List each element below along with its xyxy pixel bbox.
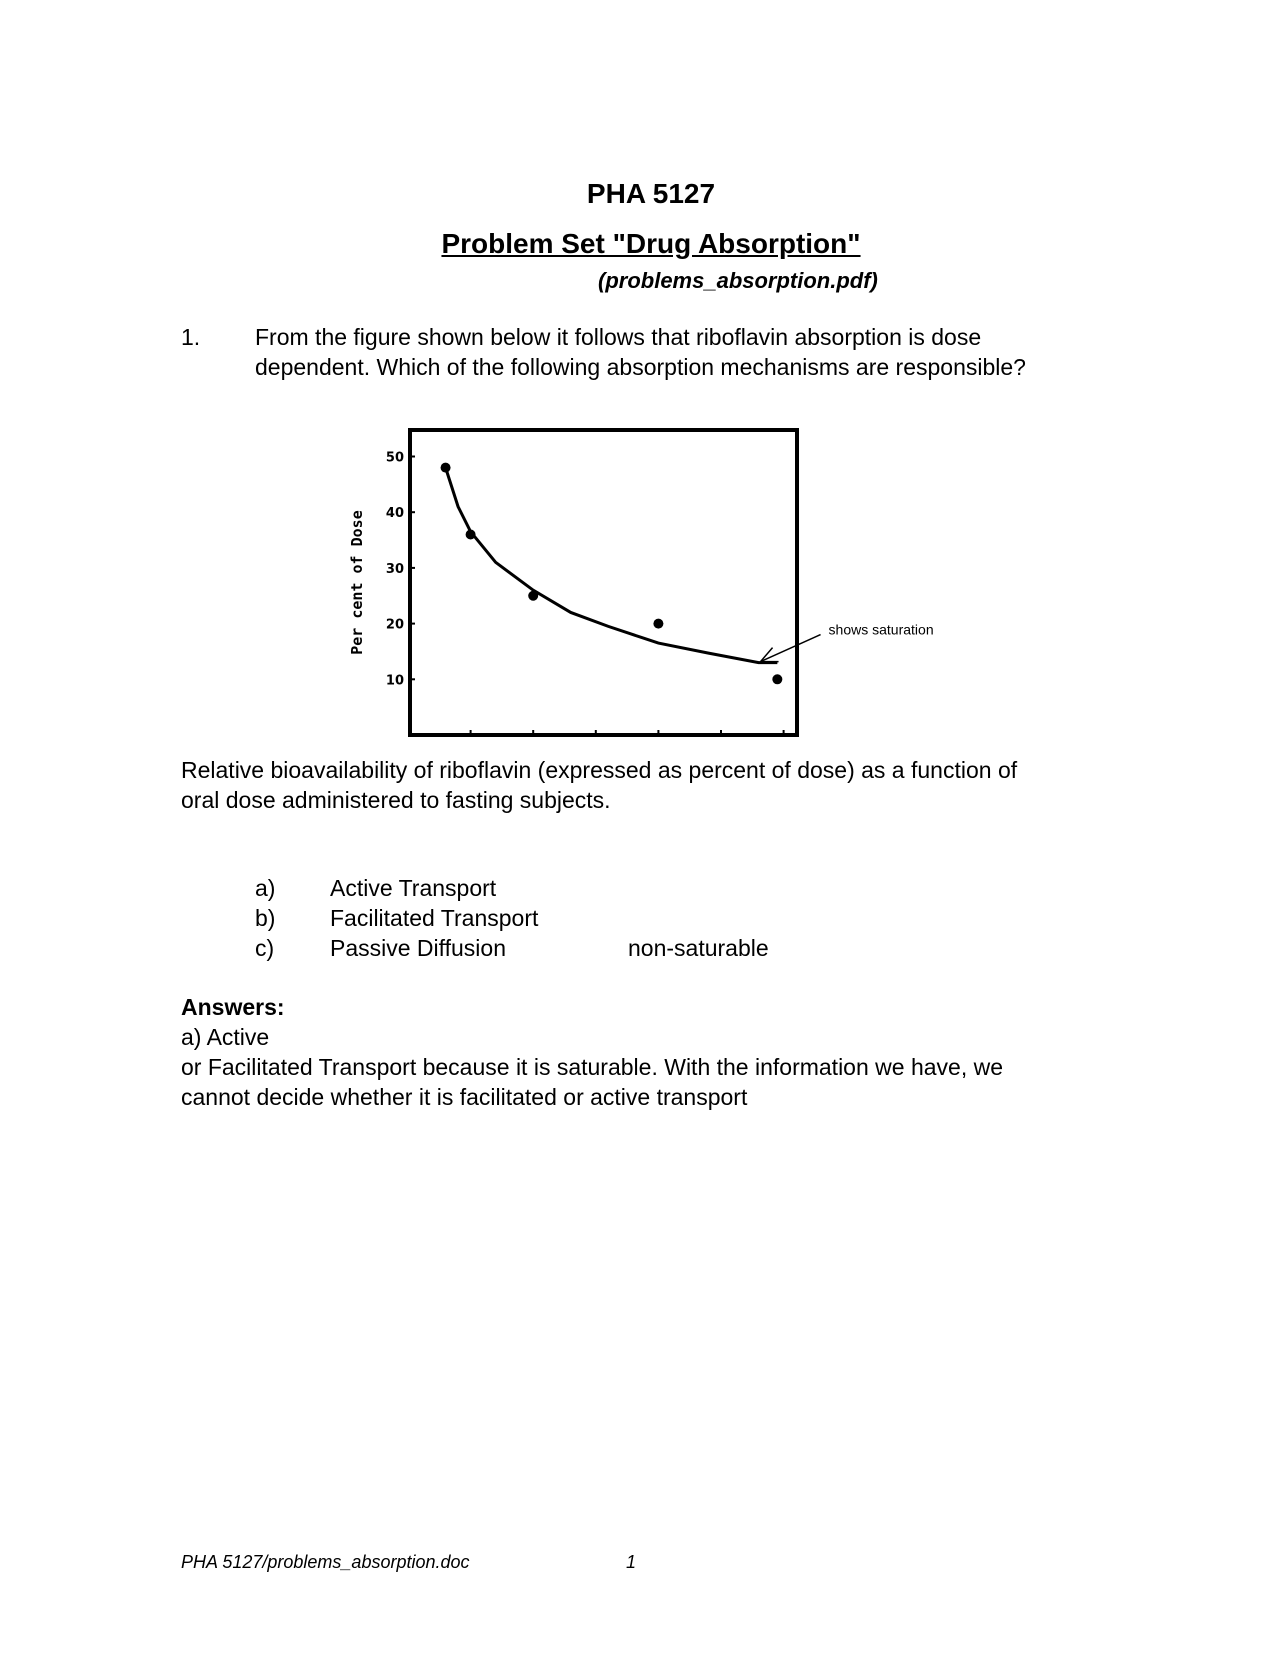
y-tick-label: 20 <box>385 617 404 633</box>
plot-frame <box>410 430 797 735</box>
answer-line-3: cannot decide whether it is facilitated or active transport <box>181 1084 748 1110</box>
data-point <box>466 529 476 539</box>
file-name: (problems_absorption.pdf) <box>598 268 878 293</box>
option-c-text: Passive Diffusion <box>330 935 506 961</box>
data-point <box>772 674 782 684</box>
caption-line-1: Relative bioavailability of riboflavin (expressed as percent of dose) as a function of <box>181 757 1018 783</box>
annotation-label: shows saturation <box>828 621 934 638</box>
question-number: 1. <box>181 324 201 350</box>
question-line-2: dependent. Which of the following absorption mechanisms are responsible? <box>255 354 1026 380</box>
y-tick-label: 50 <box>385 450 404 466</box>
answers-heading: Answers: <box>181 994 285 1020</box>
y-tick-label: 40 <box>385 506 404 522</box>
option-c-letter: c) <box>255 935 275 961</box>
course-title: PHA 5127 <box>586 178 716 209</box>
annotation-arrow <box>761 635 821 662</box>
option-a-text: Active Transport <box>330 875 497 901</box>
y-tick-label: 30 <box>385 561 404 577</box>
y-tick-label: 10 <box>385 673 404 689</box>
caption-line-2: oral dose administered to fasting subjects. <box>181 787 611 813</box>
footer-doc: PHA 5127/problems_absorption.doc <box>181 1552 470 1572</box>
data-point <box>653 619 663 629</box>
answer-line-2: or Facilitated Transport because it is saturable. With the information we have, we <box>181 1054 1004 1080</box>
option-b-text: Facilitated Transport <box>330 905 539 931</box>
option-a-letter: a) <box>255 875 276 901</box>
problem-set-title: Problem Set "Drug Absorption" <box>441 228 861 259</box>
data-point <box>528 591 538 601</box>
option-b-letter: b) <box>255 905 276 931</box>
option-c-note: non-saturable <box>628 935 769 961</box>
y-axis-label: Per cent of Dose <box>348 510 366 655</box>
data-point <box>441 463 451 473</box>
answer-line-1: a) Active <box>181 1024 270 1050</box>
fitted-curve <box>446 468 778 663</box>
footer-page-number: 1 <box>626 1552 637 1572</box>
riboflavin-chart <box>340 410 960 740</box>
question-line-1: From the figure shown below it follows that riboflavin absorption is dose <box>255 324 982 350</box>
